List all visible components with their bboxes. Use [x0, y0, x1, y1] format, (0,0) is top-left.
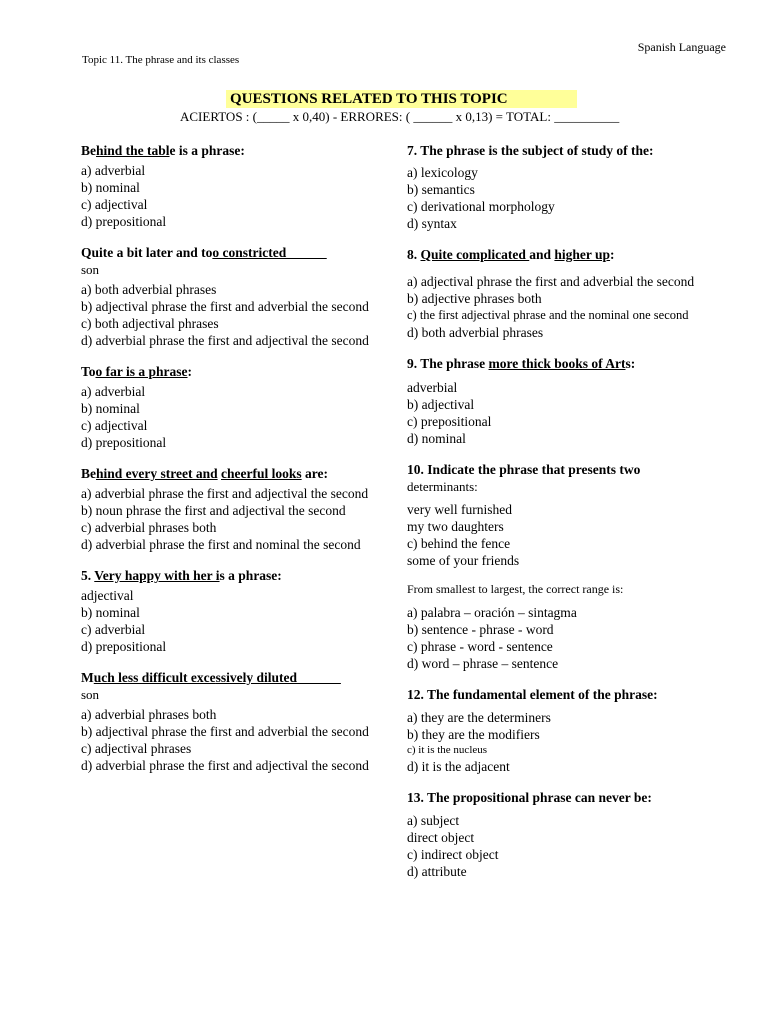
option: adverbial	[407, 380, 458, 395]
option: c) the first adjectival phrase and the nominal one second	[407, 308, 689, 322]
question-title: 8. Quite complicated and higher up:	[407, 247, 615, 262]
question-3	[81, 363, 391, 451]
question-12	[407, 686, 717, 775]
question-6	[81, 669, 391, 774]
question-title: Behind every street and cheerful looks are:	[81, 466, 328, 481]
question-note: From smallest to largest, the correct range is:	[407, 582, 624, 596]
option: b) adjectival phrase the first and adverbial the second	[81, 724, 369, 739]
option: direct object	[407, 830, 475, 845]
option: d) prepositional	[81, 214, 167, 229]
question-2	[81, 244, 391, 349]
option: a) adverbial phrases both	[81, 707, 217, 722]
question-title: 12. The fundamental element of the phrase:	[407, 687, 658, 702]
question-title: 13. The propositional phrase can never be:	[407, 790, 652, 805]
option: d) prepositional	[81, 435, 167, 450]
page-title: QUESTIONS RELATED TO THIS TOPIC	[226, 90, 577, 108]
option: d) nominal	[407, 431, 466, 446]
option: d) prepositional	[81, 639, 167, 654]
question-title: 10. Indicate the phrase that presents two	[407, 462, 641, 477]
option: b) nominal	[81, 605, 140, 620]
option: b) noun phrase the first and adjectival the second	[81, 503, 346, 518]
option: d) adverbial phrase the first and nominal the second	[81, 537, 361, 552]
option: b) nominal	[81, 401, 140, 416]
question-continuation: son	[81, 262, 100, 277]
option: a) adverbial	[81, 384, 146, 399]
option: a) palabra – oración – sintagma	[407, 605, 577, 620]
option: b) adjectival phrase the first and adverbial the second	[81, 299, 369, 314]
question-7	[407, 142, 717, 232]
question-continuation: son	[81, 687, 100, 702]
option: a) both adverbial phrases	[81, 282, 217, 297]
option: a) adverbial	[81, 163, 146, 178]
option: d) it is the adjacent	[407, 759, 510, 774]
scoring-line: ACIERTOS : (_____ x 0,40) - ERRORES: ( ______ x 0,13) = TOTAL: __________	[180, 109, 620, 124]
question-title: 5. Very happy with her is a phrase:	[81, 568, 282, 583]
option: a) adverbial phrase the first and adjectival the second	[81, 486, 369, 501]
option: c) adjectival	[81, 418, 148, 433]
option: c) phrase - word - sentence	[407, 639, 553, 654]
option: b) semantics	[407, 182, 475, 197]
option: a) they are the determiners	[407, 710, 551, 725]
option: very well furnished	[407, 502, 512, 517]
question-5	[81, 567, 391, 655]
option: b) they are the modifiers	[407, 727, 540, 742]
option: c) adverbial phrases both	[81, 520, 217, 535]
option: b) sentence - phrase - word	[407, 622, 554, 637]
left-column	[81, 142, 391, 786]
right-column	[407, 142, 717, 892]
option: b) adjective phrases both	[407, 291, 542, 306]
question-11	[407, 581, 717, 672]
subject-label: Spanish Language	[637, 40, 726, 54]
question-title: 7. The phrase is the subject of study of the:	[407, 143, 654, 158]
question-4	[81, 465, 391, 553]
option: c) adjectival	[81, 197, 148, 212]
question-title: Quite a bit later and too constricted	[81, 245, 327, 260]
question-10	[407, 461, 717, 569]
topic-label: Topic 11. The phrase and its classes	[82, 54, 240, 66]
option: c) both adjectival phrases	[81, 316, 219, 331]
question-title: Much less difficult excessively diluted	[81, 670, 341, 685]
question-title: Too far is a phrase:	[81, 364, 193, 379]
option: adjectival	[81, 588, 134, 603]
question-title: Behind the table is a phrase:	[81, 143, 245, 158]
option: c) indirect object	[407, 847, 499, 862]
option: d) adverbial phrase the first and adjectival the second	[81, 758, 369, 773]
option: a) subject	[407, 813, 460, 828]
option: d) both adverbial phrases	[407, 325, 544, 340]
option: d) syntax	[407, 216, 457, 231]
question-8	[407, 246, 717, 341]
option: my two daughters	[407, 519, 504, 534]
option: a) adjectival phrase the first and adverbial the second	[407, 274, 695, 289]
option: d) adverbial phrase the first and adjectival the second	[81, 333, 369, 348]
option: c) adjectival phrases	[81, 741, 192, 756]
option: b) adjectival	[407, 397, 475, 412]
option: b) nominal	[81, 180, 140, 195]
question-title: 9. The phrase more thick books of Arts:	[407, 356, 636, 371]
option: c) behind the fence	[407, 536, 511, 551]
option: d) attribute	[407, 864, 467, 879]
question-9	[407, 355, 717, 447]
option: d) word – phrase – sentence	[407, 656, 559, 671]
option: c) derivational morphology	[407, 199, 555, 214]
option: c) it is the nucleus	[407, 744, 488, 756]
option: a) lexicology	[407, 165, 478, 180]
option: c) prepositional	[407, 414, 492, 429]
option: some of your friends	[407, 553, 520, 568]
question-1	[81, 142, 391, 230]
option: c) adverbial	[81, 622, 146, 637]
question-continuation: determinants:	[407, 479, 478, 494]
question-13	[407, 789, 717, 880]
